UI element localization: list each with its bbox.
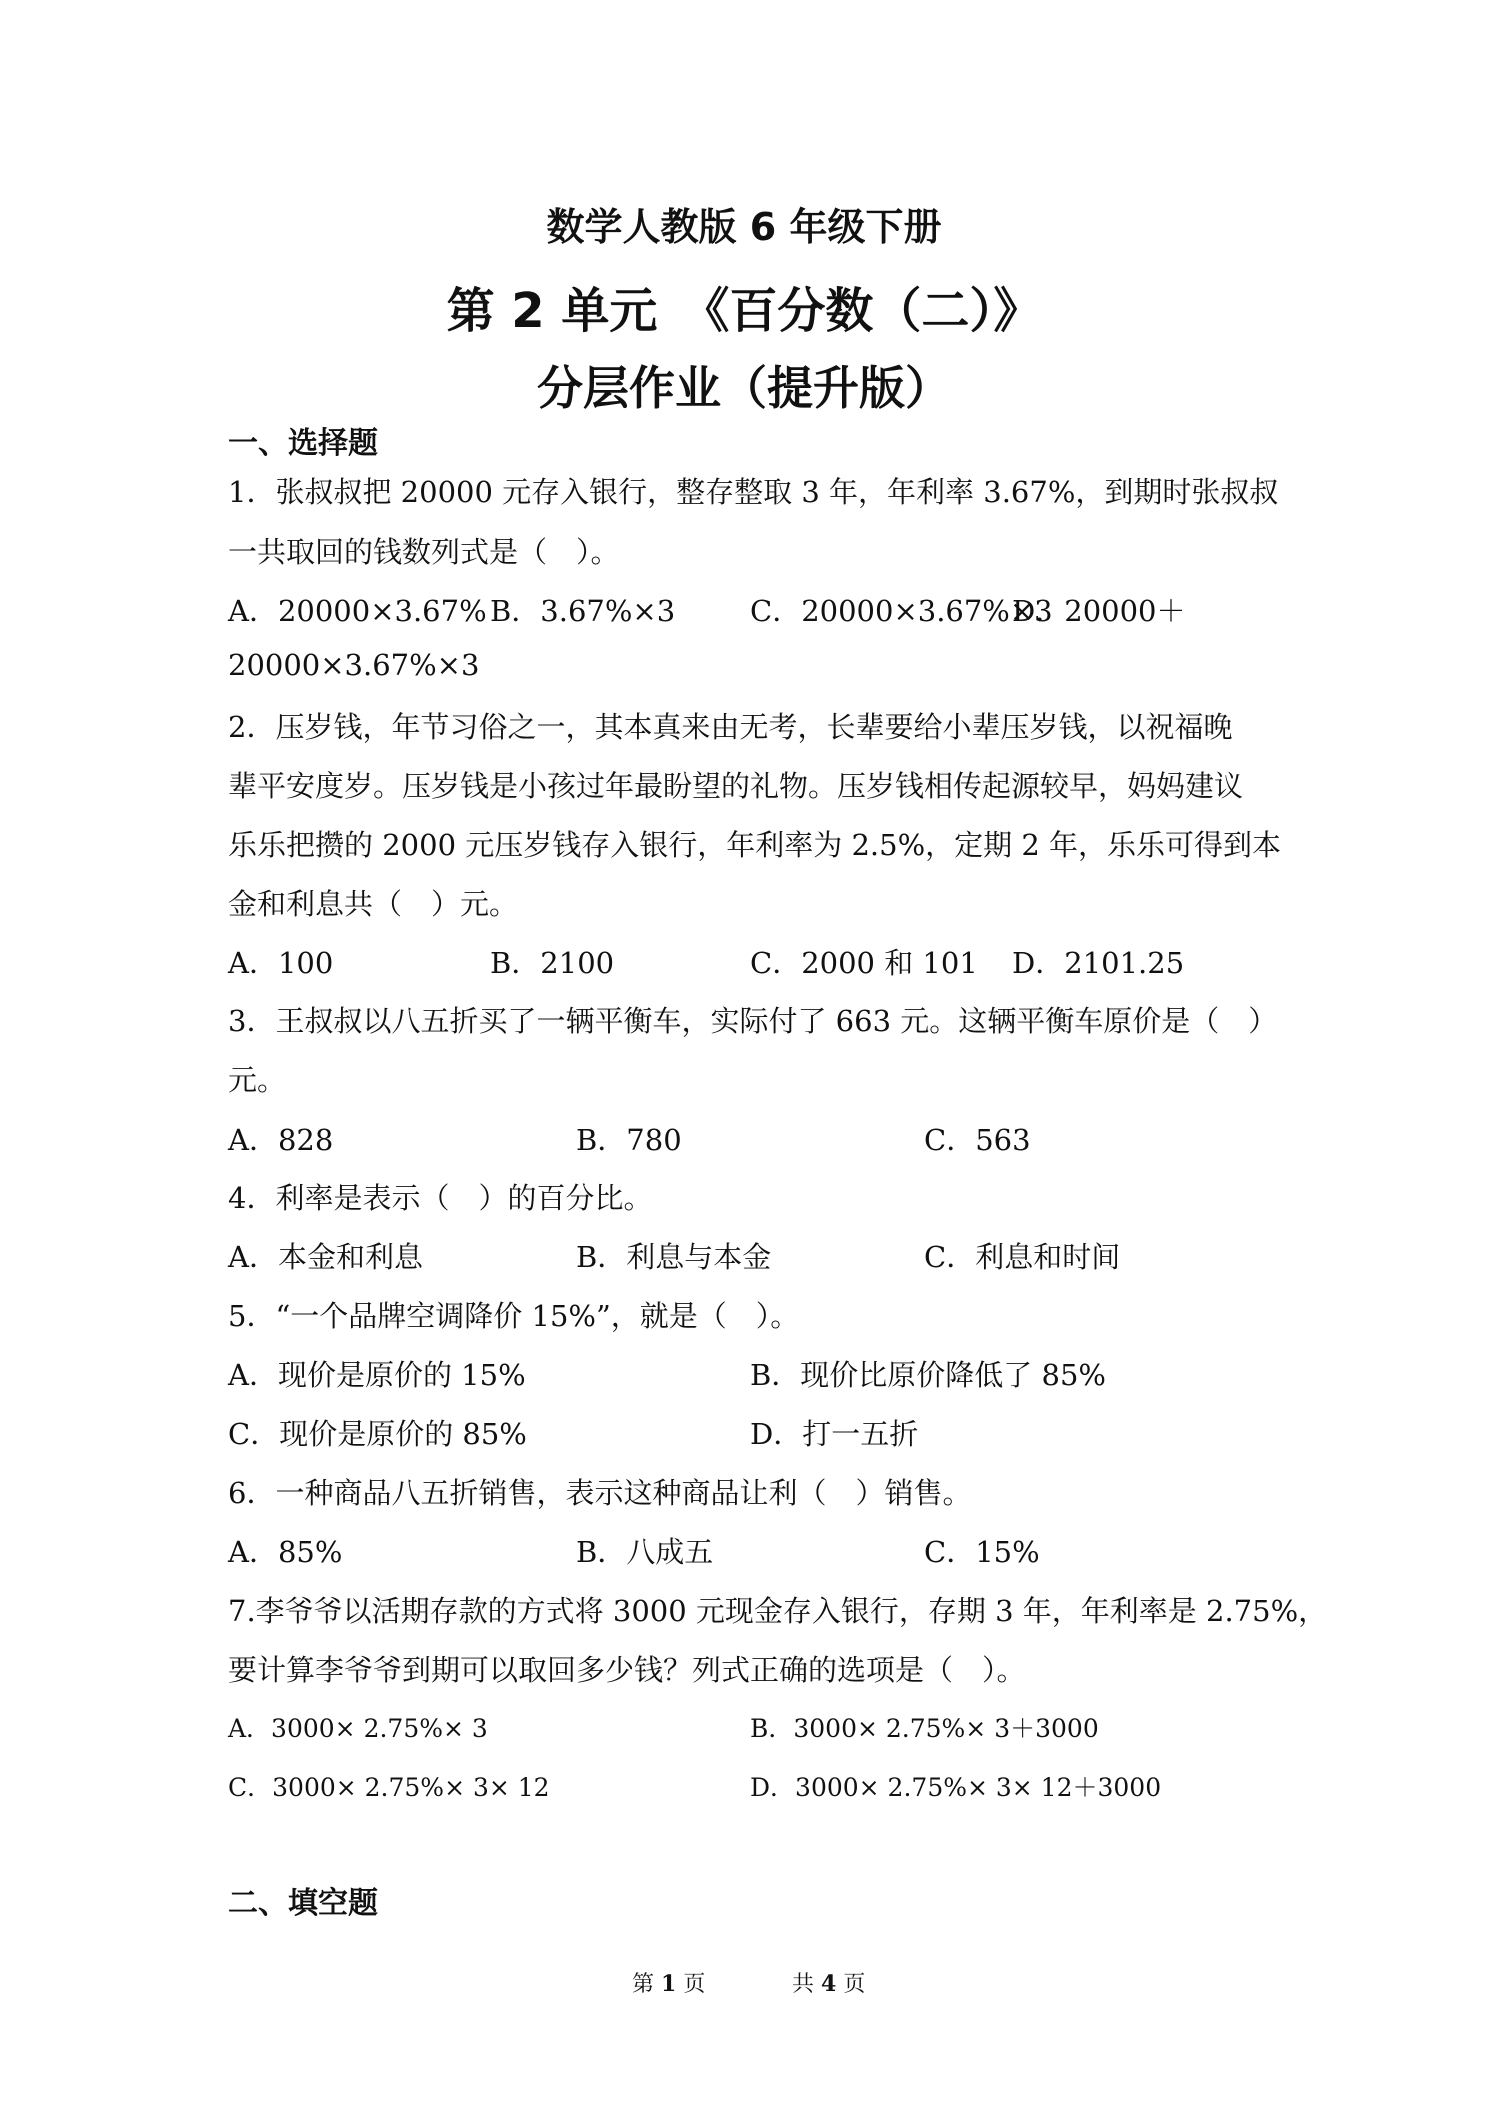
question-6-line-1: 6．一种商品八五折销售，表示这种商品让利（ ）销售。 [228, 1476, 972, 1510]
question-5-option-d: D．打一五折 [750, 1417, 919, 1451]
page-number-label: 第 [632, 1972, 655, 1997]
question-4-line-1: 4．利率是表示（ ）的百分比。 [228, 1181, 653, 1215]
question-1-option-d-continued: 20000×3.67%×3 [228, 648, 480, 682]
question-2-option-d: D．2101.25 [1012, 946, 1185, 980]
page-total-value: 4 [821, 1971, 837, 1997]
question-7-option-b: B．3000× 2.75%× 3＋3000 [750, 1714, 1099, 1743]
page-total-label: 共 [792, 1972, 815, 1997]
question-3-line-2: 元。 [228, 1063, 287, 1097]
question-7-option-c: C．3000× 2.75%× 3× 12 [228, 1773, 550, 1802]
question-7-line-1: 7.李爷爷以活期存款的方式将 3000 元现金存入银行，存期 3 年，年利率是 2.75%， [228, 1594, 1328, 1628]
question-7-line-2: 要计算李爷爷到期可以取回多少钱？列式正确的选项是（ ）。 [228, 1653, 1026, 1687]
question-5-line-1: 5．“一个品牌空调降价 15%”，就是（ ）。 [228, 1299, 800, 1333]
section-heading-fill-blank: 二、填空题 [228, 1886, 378, 1921]
question-1-option-a: A．20000×3.67% [228, 594, 487, 628]
page-number-value: 1 [661, 1971, 677, 1997]
question-2-line-2: 辈平安度岁。压岁钱是小孩过年最盼望的礼物。压岁钱相传起源较早，妈妈建议 [228, 769, 1244, 803]
question-6-option-c: C．15% [924, 1535, 1040, 1569]
question-2-option-a: A．100 [228, 946, 334, 980]
page-total-unit: 页 [843, 1972, 866, 1997]
question-6-option-a: A．85% [228, 1535, 343, 1569]
question-7-option-d: D．3000× 2.75%× 3× 12＋3000 [750, 1773, 1162, 1802]
question-2-line-3: 乐乐把攒的 2000 元压岁钱存入银行，年利率为 2.5%，定期 2 年，乐乐可得到本 [228, 828, 1282, 862]
question-4-option-a: A．本金和利息 [228, 1240, 423, 1274]
question-2-option-c: C．2000 和 101 [750, 946, 978, 980]
question-2-line-4: 金和利息共（ ）元。 [228, 887, 519, 921]
question-3-line-1: 3．王叔叔以八五折买了一辆平衡车，实际付了 663 元。这辆平衡车原价是（ ） [228, 1004, 1278, 1038]
question-6-option-b: B．八成五 [576, 1535, 714, 1569]
question-3-option-b: B．780 [576, 1123, 682, 1157]
question-1-line-2: 一共取回的钱数列式是（ ）。 [228, 535, 620, 569]
question-2-option-b: B．2100 [490, 946, 615, 980]
question-3-option-c: C．563 [924, 1123, 1031, 1157]
page-number-unit: 页 [683, 1972, 706, 1997]
page-number [632, 1967, 705, 1998]
question-1-line-1: 1．张叔叔把 20000 元存入银行，整存整取 3 年，年利率 3.67%，到期时张叔叔 [228, 475, 1279, 509]
assignment-title: 分层作业（提升版） [537, 361, 951, 415]
document-subject-title: 数学人教版 6 年级下册 [546, 205, 942, 249]
question-2-line-1: 2．压岁钱，年节习俗之一，其本真来由无考，长辈要给小辈压岁钱，以祝福晚 [228, 710, 1233, 744]
section-heading-choice: 一、选择题 [228, 426, 378, 461]
question-4-option-b: B．利息与本金 [576, 1240, 772, 1274]
unit-title: 第 2 单元 《百分数（二）》 [446, 283, 1042, 339]
page-total [792, 1967, 865, 1998]
question-5-option-a: A．现价是原价的 15% [228, 1358, 526, 1392]
question-1-option-b: B．3.67%×3 [490, 594, 676, 628]
question-4-option-c: C．利息和时间 [924, 1240, 1121, 1274]
question-1-option-c: C．20000×3.67%×3 [750, 594, 1053, 628]
question-5-option-b: B．现价比原价降低了 85% [750, 1358, 1106, 1392]
question-1-option-d: D．20000＋ [1012, 594, 1186, 628]
question-7-option-a: A．3000× 2.75%× 3 [228, 1714, 488, 1743]
question-5-option-c: C．现价是原价的 85% [228, 1417, 527, 1451]
question-3-option-a: A．828 [228, 1123, 334, 1157]
